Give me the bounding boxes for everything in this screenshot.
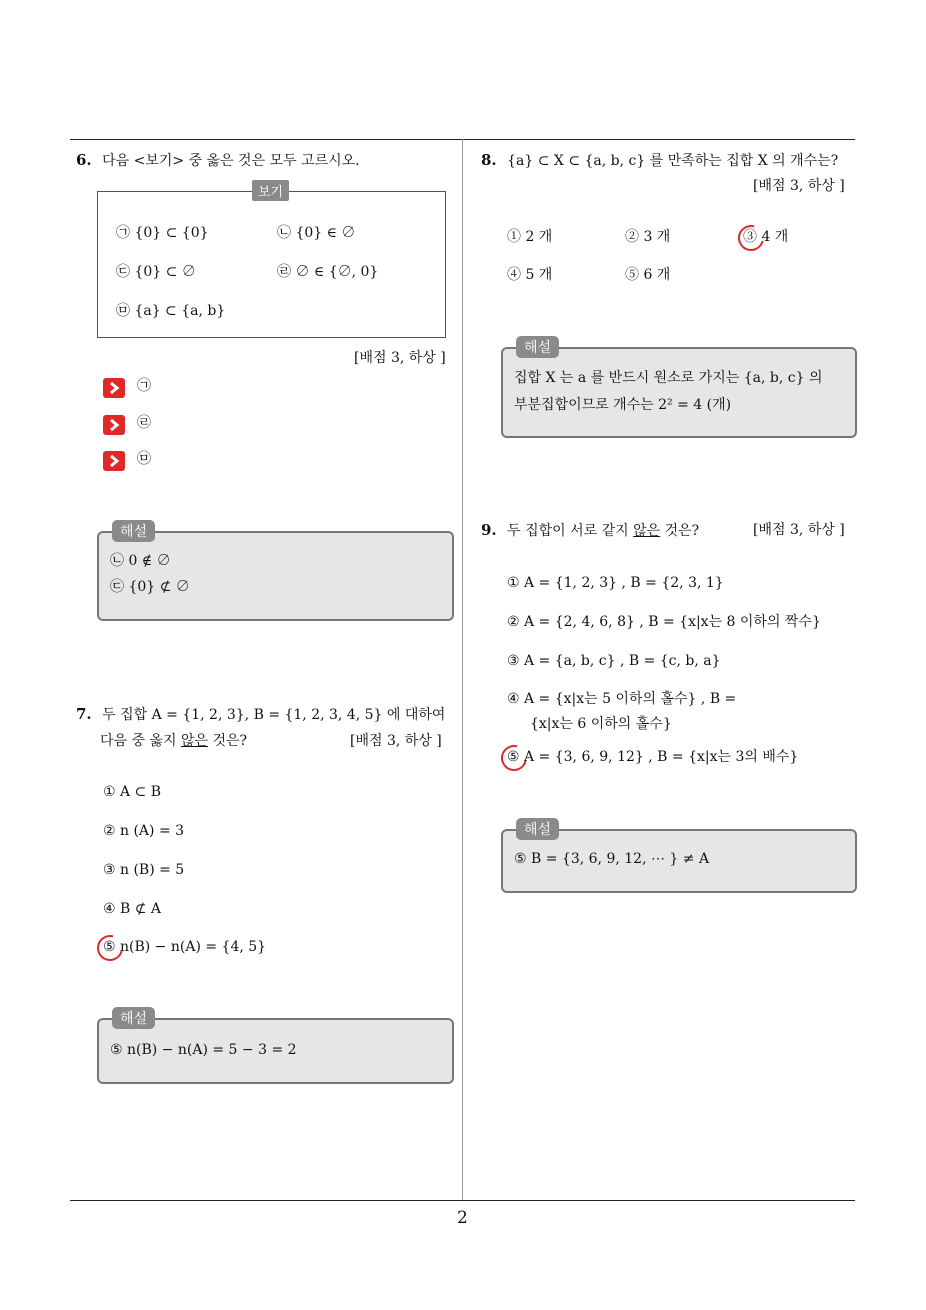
q6-stem bbox=[76, 150, 360, 171]
q9-choice: ③ A = {a, b, c} , B = {c, b, a} bbox=[507, 653, 721, 669]
q9-choice-continued: {x|x는 6 이하의 홀수} bbox=[530, 716, 672, 732]
q6-text: 다음 <보기> 중 옳은 것은 모두 고르시오. bbox=[102, 153, 360, 169]
q8-text: {a} ⊂ X ⊂ {a, b, c} 를 만족하는 집합 X 의 개수는? bbox=[507, 153, 839, 169]
q6-bogi-item: ㉤ {a} ⊂ {a, b} bbox=[116, 303, 226, 319]
q8-stem bbox=[481, 150, 838, 171]
column-divider bbox=[462, 139, 463, 1201]
q9-choice: ⑤ A = {3, 6, 9, 12} , B = {x|x는 3의 배수} bbox=[507, 749, 799, 765]
page-number: 2 bbox=[457, 1208, 468, 1228]
q8-solution-tag: 해설 bbox=[516, 336, 559, 358]
q7-text-underlined: 않은 bbox=[180, 733, 209, 749]
q7-text-post: 것은? bbox=[208, 733, 248, 749]
q9-choice: ④ A = {x|x는 5 이하의 홀수} , B = bbox=[507, 691, 737, 707]
answer-arrow-icon bbox=[103, 415, 125, 435]
q9-text bbox=[507, 523, 699, 539]
q9-choice: ① A = {1, 2, 3} , B = {2, 3, 1} bbox=[507, 575, 724, 591]
q8-choice: ② 3 개 bbox=[625, 229, 671, 245]
answer-arrow-icon bbox=[103, 378, 125, 398]
answer-arrow-icon bbox=[103, 451, 125, 471]
q6-answer: ㉣ bbox=[137, 415, 151, 431]
q6-bogi-item: ㉣ ∅ ∈ {∅, 0} bbox=[277, 264, 379, 280]
q9-text-pre: 두 집합이 서로 같지 bbox=[507, 523, 634, 539]
q8-choice: ⑤ 6 개 bbox=[625, 267, 671, 283]
q6-solution-line: ㉢ {0} ⊄ ∅ bbox=[110, 579, 190, 595]
q8-solution-line: 집합 X 는 a 를 반드시 원소로 가지는 {a, b, c} 의 bbox=[514, 370, 823, 386]
q6-solution-tag: 해설 bbox=[112, 520, 155, 542]
q6-solution-line: ㉡ 0 ∉ ∅ bbox=[110, 553, 171, 569]
q9-stem bbox=[481, 520, 699, 541]
q8-solution-box bbox=[501, 347, 857, 438]
q9-text-post: 것은? bbox=[660, 523, 700, 539]
q9-number: 9. bbox=[481, 521, 497, 539]
q7-choice: ③ n (B) = 5 bbox=[103, 862, 185, 878]
q9-choice: ② A = {2, 4, 6, 8} , B = {x|x는 8 이하의 짝수} bbox=[507, 614, 821, 630]
q7-solution-line: ⑤ n(B) − n(A) = 5 − 3 = 2 bbox=[110, 1042, 297, 1058]
q6-number: 6. bbox=[76, 151, 92, 169]
q7-choice: ⑤ n(B) − n(A) = {4, 5} bbox=[103, 939, 267, 955]
q6-answer: ㉠ bbox=[137, 378, 151, 394]
q7-text-pre: 다음 중 옳지 bbox=[100, 733, 181, 749]
q6-score: [배점 3, 하상 ] bbox=[354, 350, 446, 366]
q7-text-line1: 두 집합 A = {1, 2, 3}, B = {1, 2, 3, 4, 5} 에 대하여 bbox=[102, 707, 446, 723]
q9-score: [배점 3, 하상 ] bbox=[753, 522, 845, 538]
bottom-rule bbox=[70, 1200, 855, 1201]
q8-solution-line: 부분집합이므로 개수는 2² = 4 (개) bbox=[514, 397, 732, 413]
q7-stem bbox=[76, 704, 445, 725]
q6-solution-box bbox=[97, 531, 454, 621]
q9-solution-line: ⑤ B = {3, 6, 9, 12, ⋯ } ≠ A bbox=[514, 851, 710, 867]
q7-solution-tag: 해설 bbox=[112, 1007, 155, 1029]
q6-bogi-item: ㉡ {0} ∈ ∅ bbox=[277, 225, 356, 241]
q7-choice: ② n (A) = 3 bbox=[103, 823, 185, 839]
q6-answer: ㉤ bbox=[137, 451, 151, 467]
q7-choice: ① A ⊂ B bbox=[103, 784, 162, 800]
q6-bogi-tag: 보기 bbox=[252, 180, 289, 201]
q8-choice: ④ 5 개 bbox=[507, 267, 553, 283]
q6-bogi-item: ㉠ {0} ⊂ {0} bbox=[116, 225, 209, 241]
q6-bogi-item: ㉢ {0} ⊂ ∅ bbox=[116, 264, 196, 280]
q7-choice: ④ B ⊄ A bbox=[103, 901, 162, 917]
q7-score: [배점 3, 하상 ] bbox=[350, 733, 442, 749]
q8-choice: ③ 4 개 bbox=[743, 229, 789, 245]
q9-text-underlined: 않은 bbox=[633, 523, 661, 539]
q8-score: [배점 3, 하상 ] bbox=[753, 178, 845, 194]
q8-number: 8. bbox=[481, 151, 497, 169]
q9-solution-tag: 해설 bbox=[516, 818, 559, 840]
q7-text-line2 bbox=[100, 731, 247, 751]
q8-choice: ① 2 개 bbox=[507, 229, 553, 245]
q7-number: 7. bbox=[76, 705, 92, 723]
